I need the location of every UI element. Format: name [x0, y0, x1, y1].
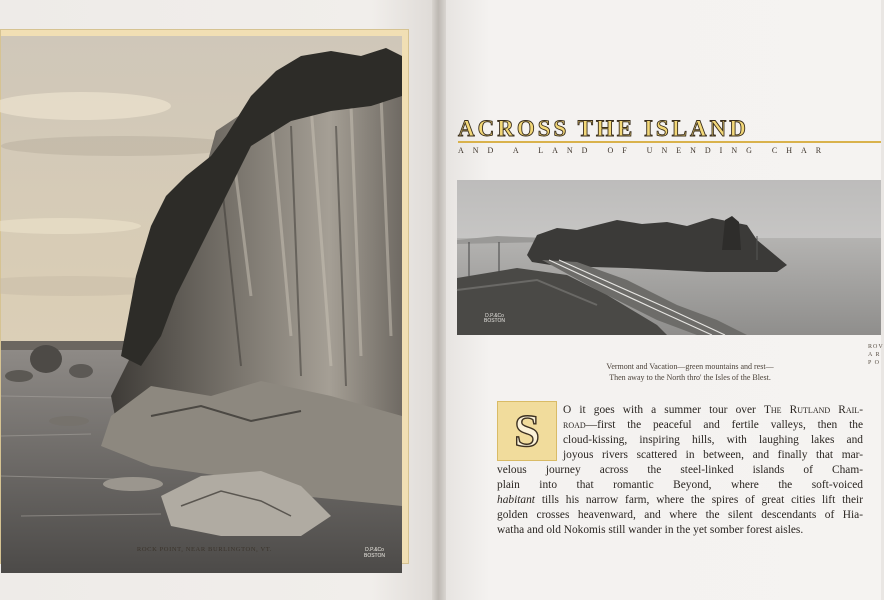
railroad-name: The Rutland Rail-	[763, 404, 863, 416]
photo-maker-mark	[484, 314, 505, 324]
drop-cap-box	[497, 401, 557, 461]
caption-line: Vermont and Vacation—green mountains and rest—	[606, 362, 774, 371]
photo-mark-line: D.P.&Co	[365, 547, 384, 553]
page-title: ACROSS THE ISLAND	[458, 116, 749, 141]
body-line: velous journey across the steel-linked islands of Cham-	[497, 464, 863, 476]
caption-line: Then away to the North thro' the Isles of the Blest.	[609, 373, 771, 382]
body-line	[563, 418, 863, 432]
rock-point-photograph	[1, 36, 402, 573]
photo-mark-line: D.P.&Co	[485, 313, 504, 319]
body-text-span: —first the peaceful and fertile valleys, then the	[585, 419, 863, 431]
body-text-span: O it goes with a summer tour over	[563, 404, 764, 416]
side-caption-line: A R	[868, 352, 881, 358]
book-gutter	[432, 0, 446, 600]
side-caption-line: ROV	[868, 344, 884, 350]
railroad-name: road	[563, 419, 586, 431]
photo-mark-line: BOSTON	[484, 318, 506, 324]
page-subtitle: AND A LAND OF UNENDING CHAR	[458, 146, 831, 155]
body-line: cloud-kissing, inspiring hills, with laughing lakes and	[563, 434, 863, 446]
body-line: golden crosses heavenward, and where the silent descendants of Hia-	[497, 509, 863, 521]
body-line: plain into that romantic Beyond, where the soft-voiced	[497, 479, 863, 491]
body-line	[497, 493, 863, 507]
body-line	[563, 403, 863, 417]
photo-plate	[0, 29, 409, 564]
cropped-side-caption	[868, 343, 884, 367]
drop-cap-letter: S	[514, 405, 540, 456]
photo-caption: ROCK POINT, NEAR BURLINGTON, VT.	[136, 546, 273, 553]
side-caption-line: P O	[868, 360, 880, 366]
italic-word: habitant	[497, 494, 535, 506]
body-line: watha and old Nokomis still wander in the yet somber forest aisles.	[497, 524, 804, 536]
photo-mark-line: BOSTON	[364, 553, 386, 559]
photo-caption-verse	[560, 361, 820, 383]
lake-causeway-photograph	[457, 180, 881, 335]
body-text-span: tills his narrow farm, where the spires of great cities lift their	[534, 494, 863, 506]
title-underline	[458, 141, 881, 143]
body-line: joyous rivers scattered in between, and finally that mar-	[563, 449, 863, 461]
